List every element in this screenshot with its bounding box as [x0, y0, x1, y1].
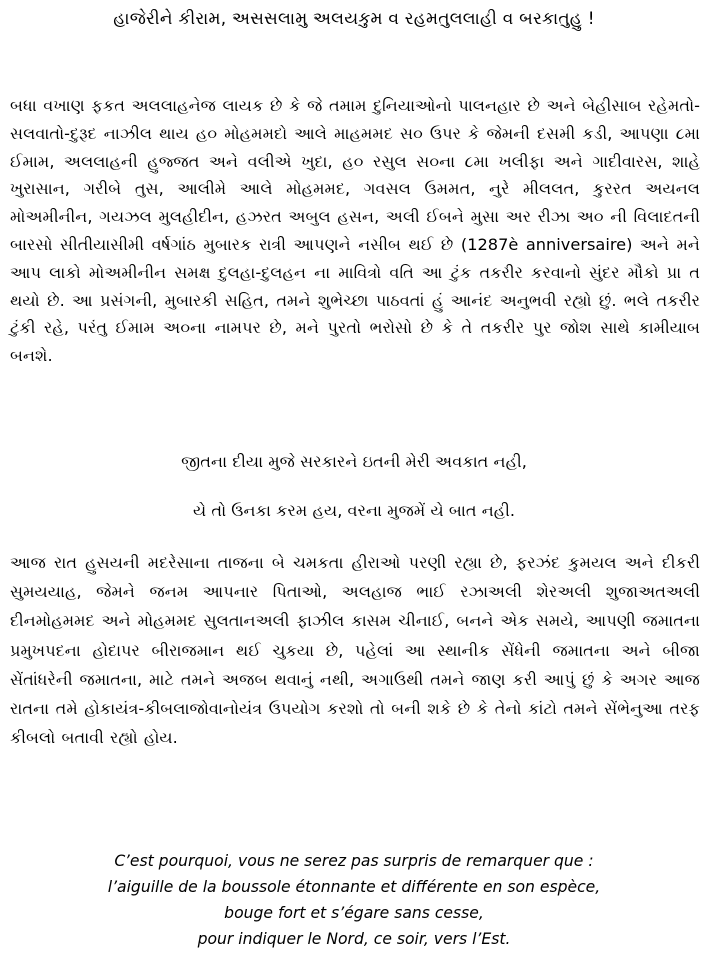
couplet-line-2: યે તો ઉનકા કરમ હય, વરના મુજમેં યે બાત નહી.	[192, 501, 516, 520]
french-verse	[0, 848, 708, 952]
french-verse-line-2: l’aiguille de la boussole étonnante et différente en son espèce,	[107, 878, 601, 896]
french-verse-line-1: C’est pourquoi, vous ne serez pas surpris de remarquer que :	[114, 852, 594, 870]
paragraph-praise: બધા વખાણ ફકત અલલાહનેજ લાયક છે કે જે તમામ દુનિયાઓનો પાલનહાર છે અને બેહીસાબ રહેમતો-સલવાતો-દુરૂદ નાઝીલ થાય હ૦ મોહમમદો આલે માહમમદ સ૦ ઉપર કે જેમની દસમી કડી, આપણા ૮મા ઈમામ, અલલાહની હુજ્જત અને વલીએ ખુદા, હ૦ રસુલ સ૦ના ૮મા ખલીફા અને ગાદીવારસ, શાહે ખુરાસાન, ગરીબે તુસ, આલીમે આલે મોહમમદ, ગવસલ ઉમમત, નુરે મીલલત, કુરરત અયનલ મોઅમીનીન, ગયઝલ મુલહીદીન, હઝરત અબુલ હસન, અલી ઈબને મુસા અર રીઝા અ૦ ની વિલાદતની બારસો સીતીયાસીમી વર્ષગાંઠ મુબારક રાત્રી આપણને નસીબ થઈ છે (1287è anniversaire) અને મને આપ લાકો મોઅમીનીન સમક્ષ દુલહા-દુલહન ના માવિત્રો વતિ આ ટુંક તકરીર કરવાનો સુંદર મૌકો પ્રા ત થયો છે. આ પ્રસંગની, મુબારકી સહિત, તમને શુભેચ્છા પાઠવતાં હું આનંદ અનુભવી રહ્યો છું. ભલે તકરીર ટુંકી રહે, પરંતુ ઈમામ અ૦ના નામપર છે, મને પુરતો ભરોસો છે કે તે તકરીર પુર જોશ સાથે કામીયાબ બનશે.	[10, 96, 700, 366]
couplet-line-1: જીતના દીયા મુજે સરકારને ઇતની મેરી અવકાત નહી,	[181, 452, 527, 471]
french-verse-line-4: pour indiquer le Nord, ce soir, vers l’Est.	[197, 930, 511, 948]
greeting-heading: હાજેરીને કીરામ, અસસલામુ અલયકુમ વ રહમતુલલાહી વ બરકાતુહુ !	[113, 9, 595, 29]
paragraph-wedding: આજ રાત હુસયની મદરેસાના તાજના બે ચમકતા હીરાઓ પરણી રહ્યા છે, ફરઝંદ કુમયલ અને દીકરી સુમયયાહ, જેમને જનમ આપનાર પિતાઓ, અલહાજ ભાઈ રઝાઅલી શેરઅલી શુજાઅતઅલી દીનમોહમમદ અને મોહમમદ સુલતાનઅલી ફાઝીલ કાસમ ચીનાઈ, બનને એક સમયે, આપણી જમાતના પ્રમુખપદના હોદાપર બીરાજમાન થઈ ચુકયા છે, પહેલાં આ સ્થાનીક સેંધેની જમાતના અને બીજા સેંતાંધરેની જમાતના, માટે તમને અજબ થવાનું નથી, અગાઉથી તમને જાણ કરી આપું છું કે અગર આજ રાતના તમે હોકાયંત્ર-કીબલાજોવાનોયંત્ર ઉપયોગ કરશો તો બની શકે છે કે તેનો કાંટો તમને સેંભેનુઆ તરફ કીબલો બતાવી રહ્યો હોય.	[10, 553, 700, 748]
french-verse-line-3: bouge fort et s’égare sans cesse,	[224, 904, 484, 922]
